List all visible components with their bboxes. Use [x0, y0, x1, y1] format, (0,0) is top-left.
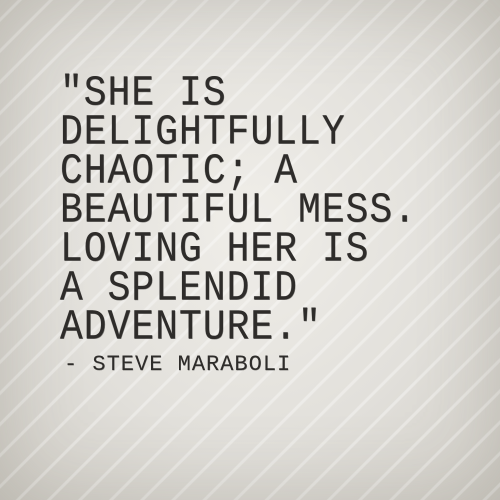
quote-line: ADVENTURE."	[60, 303, 322, 352]
quote-text	[60, 69, 480, 352]
quote-line: A SPLENDID	[60, 264, 299, 313]
quote-line: "SHE IS	[60, 69, 227, 118]
quote-line: DELIGHTFULLY	[60, 108, 346, 157]
quote-line: BEAUTIFUL MESS.	[60, 186, 418, 235]
quote-line: LOVING HER IS	[60, 225, 370, 274]
quote-line: CHAOTIC; A	[60, 147, 299, 196]
quote-author: - STEVE MARABOLI	[64, 352, 292, 377]
